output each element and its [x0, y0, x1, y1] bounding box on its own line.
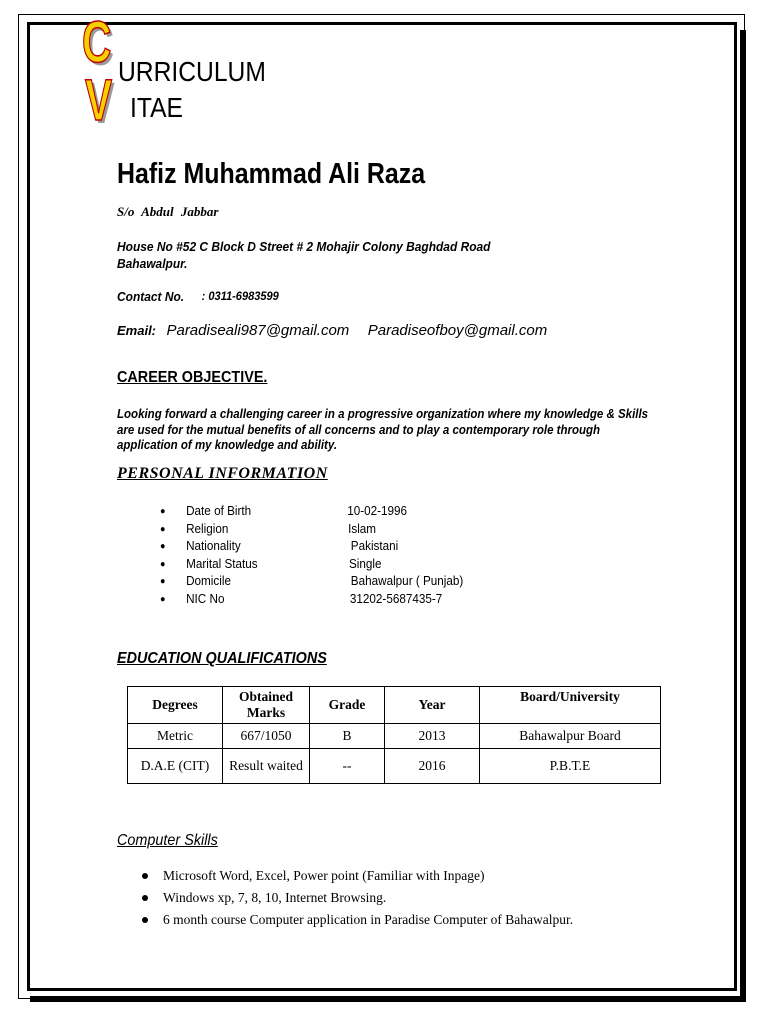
cv-logo-c: C	[82, 10, 112, 75]
email-label: Email:	[117, 323, 157, 338]
info-value: Islam	[348, 520, 377, 536]
page-border-shadow-right	[740, 30, 746, 1002]
column-header: Obtained Marks	[223, 687, 310, 724]
column-header: Year	[385, 687, 480, 724]
personal-info-heading: PERSONAL INFORMATION	[117, 465, 328, 482]
contact-value: : 0311-6983599	[201, 289, 279, 303]
father-name: S/o Abdul Jabbar	[117, 204, 219, 219]
skill-text: Windows xp, 7, 8, 10, Internet Browsing.	[163, 890, 387, 905]
contact-label: Contact No.	[117, 289, 185, 304]
table-cell: 667/1050	[223, 724, 310, 749]
skill-text: 6 month course Computer application in Paradise Computer of Bahawalpur.	[163, 912, 574, 927]
email-row	[117, 322, 547, 340]
bullet-icon: ●	[160, 506, 166, 517]
info-value: 10-02-1996	[347, 503, 408, 518]
info-label: Nationality	[186, 538, 241, 553]
bullet-icon	[142, 873, 148, 879]
cv-logo-v: V	[85, 68, 113, 133]
bullet-icon: ●	[160, 593, 166, 605]
career-objective-heading: CAREER OBJECTIVE.	[117, 369, 268, 386]
bullet-icon: ●	[160, 576, 166, 587]
address-line-1: House No #52 C Block D Street # 2 Mohajir Colony Baghdad Road	[117, 239, 491, 254]
skill-text: Microsoft Word, Excel, Power point (Familiar with Inpage)	[163, 868, 485, 883]
table-cell: 2013	[385, 724, 480, 749]
info-value: 31202-5687435-7	[349, 590, 443, 606]
address-line-2: Bahawalpur.	[117, 256, 188, 271]
career-objective-text: Looking forward a challenging career in a progressive organization where my knowledge & Skills are used for the mutual benefits of all concerns and to play a contemporary role through application of my knowledge and ability.	[117, 407, 649, 452]
email-secondary[interactable]: Paradiseofboy@gmail.com	[367, 322, 548, 339]
column-header: Degrees	[128, 687, 223, 724]
info-label: Domicile	[186, 573, 231, 588]
computer-skills-heading: Computer Skills	[117, 832, 218, 849]
table-cell: 2016	[385, 749, 480, 784]
table-cell: B	[310, 724, 385, 749]
table-cell: Result waited	[223, 749, 310, 784]
info-value: Bahawalpur ( Punjab)	[350, 573, 464, 588]
education-table	[127, 686, 661, 784]
info-label: Religion	[186, 520, 229, 536]
title-curriculum: URRICULUM	[118, 56, 266, 87]
bullet-icon: ●	[160, 558, 166, 570]
title-vitae: ITAE	[130, 92, 183, 123]
bullet-icon: ●	[160, 541, 166, 552]
email-primary[interactable]: Paradiseali987@gmail.com	[166, 322, 350, 339]
table-header-row	[128, 687, 661, 724]
list-item	[140, 888, 573, 910]
page-border-shadow-bottom	[30, 996, 746, 1002]
bullet-icon	[142, 895, 148, 901]
bullet-icon	[142, 917, 148, 923]
table-row	[128, 749, 661, 784]
address	[117, 238, 490, 272]
contact-row	[117, 289, 279, 304]
info-value: Single	[349, 555, 382, 571]
table-cell: Bahawalpur Board	[480, 724, 661, 749]
info-label: Marital Status	[186, 555, 258, 571]
table-cell: --	[310, 749, 385, 784]
table-row	[128, 724, 661, 749]
person-name: Hafiz Muhammad Ali Raza	[117, 158, 426, 190]
table-cell: D.A.E (CIT)	[128, 749, 223, 784]
list-item	[140, 866, 573, 888]
table-cell: P.B.T.E	[480, 749, 661, 784]
computer-skills-list	[140, 866, 573, 932]
info-label: Date of Birth	[186, 503, 252, 518]
bullet-icon: ●	[160, 523, 166, 535]
info-label: NIC No	[186, 590, 225, 606]
table-cell: Metric	[128, 724, 223, 749]
column-header: Board/University	[480, 687, 661, 724]
list-item	[140, 910, 573, 932]
education-heading: EDUCATION QUALIFICATIONS	[117, 650, 327, 667]
info-value: Pakistani	[350, 538, 399, 553]
column-header: Grade	[310, 687, 385, 724]
